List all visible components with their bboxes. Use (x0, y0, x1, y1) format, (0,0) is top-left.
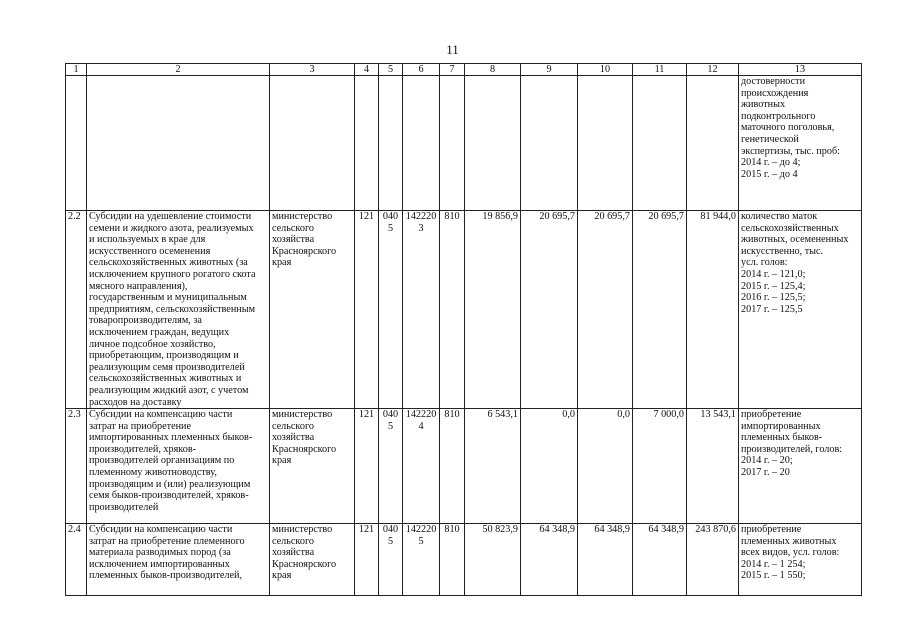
header-cell: 11 (633, 64, 687, 76)
table-row (66, 211, 862, 409)
code-cell: 810 (440, 409, 465, 524)
table-row (66, 524, 862, 596)
header-cell: 8 (465, 64, 521, 76)
row-number-cell: 2.4 (66, 524, 87, 596)
code-cell: 1422203 (403, 211, 440, 409)
text-line: Субсидии на удешевление стоимости (89, 211, 252, 222)
text-line: семени и жидкого азота, реализуемых (89, 222, 254, 234)
total-cell: 13 543,1 (687, 409, 739, 524)
text-line: реализующим жидкий азот, с учетом (89, 384, 249, 396)
text-line: хозяйства (272, 432, 315, 444)
text-line: Красноярского (272, 443, 337, 455)
header-cell: 2 (87, 64, 270, 76)
header-cell: 13 (739, 64, 862, 76)
expected-result-cell (739, 409, 862, 524)
value-cell (465, 76, 521, 211)
code-cell (403, 76, 440, 211)
header-cell: 4 (355, 64, 379, 76)
text-line: искусственно, тыс. (741, 245, 824, 257)
header-cell: 6 (403, 64, 440, 76)
ministry-cell (270, 76, 355, 211)
code-cell (440, 76, 465, 211)
value-cell: 7 000,0 (633, 409, 687, 524)
text-line: личное подсобное хозяйство, (89, 338, 216, 350)
value-cell: 0,0 (521, 409, 578, 524)
text-line: достоверности (741, 76, 806, 87)
text-line: министерство (272, 524, 333, 536)
program-table (65, 63, 862, 596)
header-cell: 3 (270, 64, 355, 76)
text-line: племенных быков- (741, 432, 823, 444)
value-cell: 19 856,9 (465, 211, 521, 409)
code-cell (355, 76, 379, 211)
text-line: мясного направления), (89, 280, 188, 292)
value-cell: 20 695,7 (578, 211, 633, 409)
text-line: Красноярского (272, 245, 337, 257)
text-line: искусственного осеменения (89, 245, 211, 257)
total-cell: 243 870,6 (687, 524, 739, 596)
text-line: реализующим семя производителей (89, 361, 245, 373)
text-line: племенных животных (741, 535, 837, 547)
code-cell: 0405 (379, 524, 403, 596)
text-line: 2017 г. – 20 (741, 467, 790, 479)
text-line: края (272, 455, 292, 467)
code-cell: 810 (440, 211, 465, 409)
text-line: производителей (89, 501, 159, 513)
text-line: приобретение (741, 409, 802, 421)
text-line: сельскохозяйственных животных (за (89, 257, 248, 269)
header-cell: 9 (521, 64, 578, 76)
value-cell: 64 348,9 (633, 524, 687, 596)
text-line: исключением импортированных (89, 558, 230, 570)
text-line: приобретение (741, 524, 802, 536)
value-cell: 64 348,9 (521, 524, 578, 596)
value-cell: 50 823,9 (465, 524, 521, 596)
text-line: 2014 г. – 121,0; (741, 268, 806, 280)
text-line: хозяйства (272, 234, 315, 246)
value-cell: 20 695,7 (633, 211, 687, 409)
text-line: количество маток (741, 211, 818, 222)
code-cell: 121 (355, 409, 379, 524)
header-cell: 1 (66, 64, 87, 76)
text-line: 2015 г. – до 4 (741, 168, 798, 180)
text-line: 2014 г. – 20; (741, 455, 793, 467)
text-line: производителей, голов: (741, 443, 843, 455)
measure-name-cell (87, 76, 270, 211)
code-cell: 121 (355, 524, 379, 596)
value-cell: 64 348,9 (578, 524, 633, 596)
text-line: края (272, 257, 292, 269)
text-line: сельскохозяйственных (741, 222, 839, 234)
text-line: животных, осемененных (741, 234, 849, 246)
expected-result-cell (739, 211, 862, 409)
text-line: усл. голов: (741, 257, 788, 269)
text-line: сельскохозяйственных животных и (89, 373, 242, 385)
text-line: сельского (272, 420, 314, 432)
text-line: материала разводимых пород (за (89, 547, 231, 559)
text-line: и используемых в крае для (89, 234, 206, 246)
code-cell: 121 (355, 211, 379, 409)
text-line: племенных быков-производителей, (89, 570, 243, 582)
text-line: всех видов, усл. голов: (741, 547, 840, 559)
expected-result-cell (739, 524, 862, 596)
header-cell: 7 (440, 64, 465, 76)
text-line: подконтрольного (741, 110, 816, 122)
text-line: исключением граждан, ведущих (89, 326, 230, 338)
ministry-cell (270, 211, 355, 409)
value-cell: 0,0 (578, 409, 633, 524)
text-line: производителей, хряков- (89, 443, 197, 455)
text-line: расходов на доставку (89, 396, 182, 408)
text-line: 2014 г. – 1 254; (741, 558, 806, 570)
text-line: импортированных (741, 420, 821, 432)
code-cell: 1422204 (403, 409, 440, 524)
code-cell: 1422205 (403, 524, 440, 596)
ministry-cell (270, 524, 355, 596)
value-cell (521, 76, 578, 211)
text-line: товаропроизводителям, за (89, 315, 202, 327)
value-cell (578, 76, 633, 211)
text-line: государственным и муниципальным (89, 292, 247, 304)
text-line: края (272, 570, 292, 582)
row-number-cell: 2.2 (66, 211, 87, 409)
code-cell: 810 (440, 524, 465, 596)
text-line: 2017 г. – 125,5 (741, 303, 803, 315)
row-number-cell: 2.3 (66, 409, 87, 524)
text-line: генетической (741, 133, 799, 145)
text-line: затрат на приобретение племенного (89, 535, 245, 547)
text-line: Субсидии на компенсацию части (89, 524, 233, 536)
text-line: 2015 г. – 1 550; (741, 570, 806, 582)
total-cell: 81 944,0 (687, 211, 739, 409)
value-cell (633, 76, 687, 211)
text-line: племенному животноводству, (89, 467, 217, 479)
code-cell: 0405 (379, 409, 403, 524)
expected-result-cell (739, 76, 862, 211)
text-line: 2016 г. – 125,5; (741, 292, 806, 304)
text-line: 2014 г. – до 4; (741, 157, 801, 169)
measure-name-cell (87, 409, 270, 524)
text-line: импортированных племенных быков- (89, 432, 253, 444)
text-line: семя быков-производителей, хряков- (89, 490, 249, 502)
code-cell (379, 76, 403, 211)
text-line: производителей организациям по (89, 455, 235, 467)
text-line: сельского (272, 535, 314, 547)
row-number-cell (66, 76, 87, 211)
header-row (66, 64, 862, 76)
measure-name-cell (87, 524, 270, 596)
text-line: приобретающим, производящим и (89, 350, 239, 362)
ministry-cell (270, 409, 355, 524)
value-cell: 6 543,1 (465, 409, 521, 524)
text-line: Субсидии на компенсацию части (89, 409, 233, 421)
header-cell: 5 (379, 64, 403, 76)
text-line: министерство (272, 211, 333, 222)
text-line: маточного поголовья, (741, 122, 835, 134)
page-number: 11 (446, 42, 459, 57)
text-line: исключением крупного рогатого скота (89, 268, 256, 280)
value-cell: 20 695,7 (521, 211, 578, 409)
text-line: сельского (272, 222, 314, 234)
code-cell: 0405 (379, 211, 403, 409)
header-cell: 12 (687, 64, 739, 76)
table-row (66, 409, 862, 524)
text-line: происхождения (741, 87, 809, 99)
header-cell: 10 (578, 64, 633, 76)
text-line: министерство (272, 409, 333, 421)
text-line: Красноярского (272, 558, 337, 570)
text-line: 2015 г. – 125,4; (741, 280, 806, 292)
text-line: хозяйства (272, 547, 315, 559)
measure-name-cell (87, 211, 270, 409)
text-line: предприятиям, сельскохозяйственным (89, 303, 256, 315)
text-line: экспертизы, тыс. проб: (741, 145, 840, 157)
text-line: затрат на приобретение (89, 420, 192, 432)
total-cell (687, 76, 739, 211)
text-line: производящим и (или) реализующим (89, 478, 251, 490)
text-line: животных (741, 99, 786, 111)
table-row (66, 76, 862, 211)
